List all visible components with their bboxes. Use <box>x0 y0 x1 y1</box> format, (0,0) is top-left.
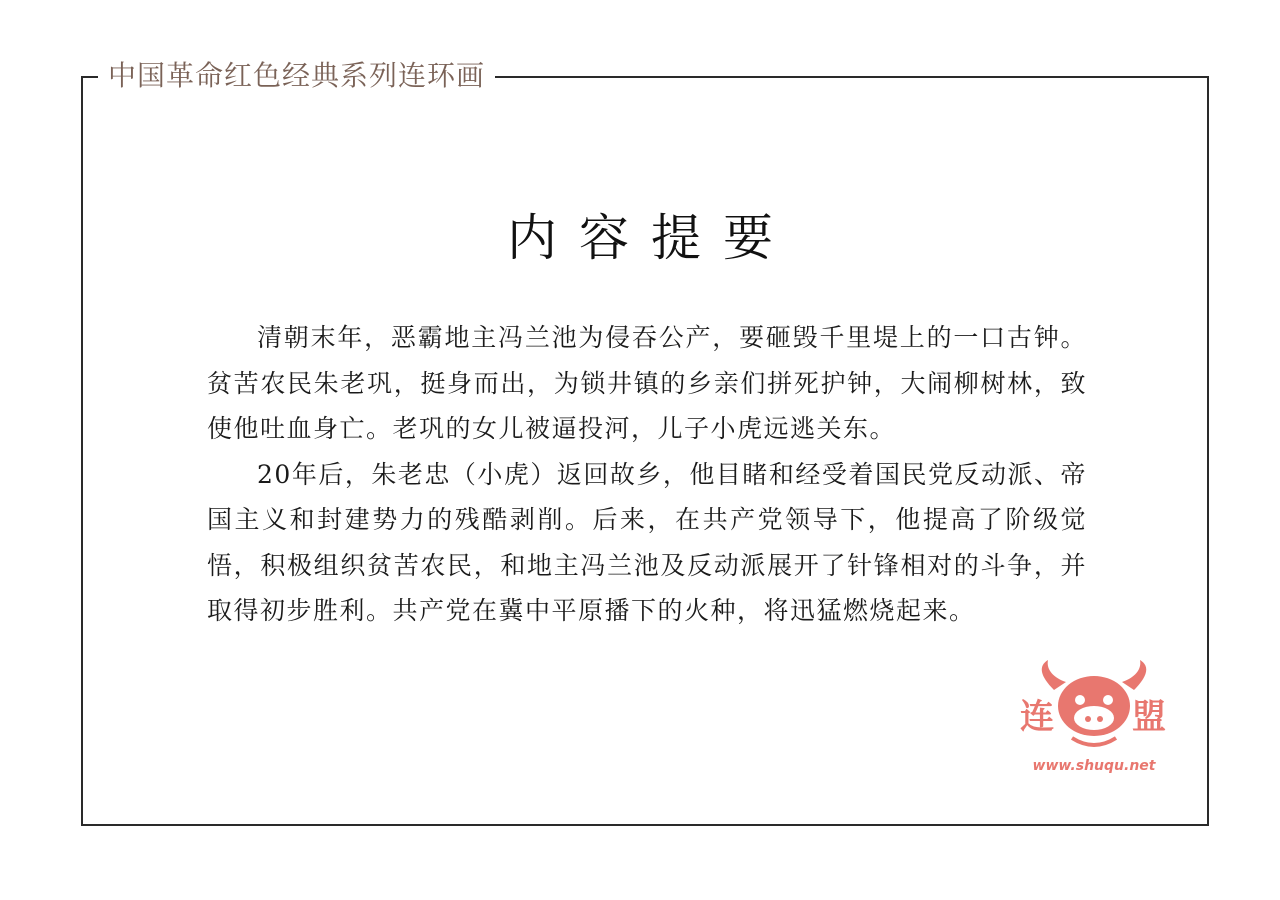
series-title: 中国革命红色经典系列连环画 <box>98 56 495 96</box>
watermark-char-left: 连 <box>1020 697 1054 737</box>
ox-horn-right-icon <box>1122 660 1146 690</box>
watermark-stamp <box>1014 656 1174 776</box>
ox-horn-left-icon <box>1042 660 1066 690</box>
summary-body <box>207 315 1087 634</box>
watermark-url: www.shuqu.net <box>1032 758 1156 774</box>
summary-paragraph-2: 20年后，朱老忠（小虎）返回故乡，他目睹和经受着国民党反动派、帝国主义和封建势力的残酷剥削。后来，在共产党领导下，他提高了阶级觉悟，积极组织贫苦农民，和地主冯兰池及反动派展开了针锋相对的斗争，并取得初步胜利。共产党在冀中平原播下的火种，将迅猛燃烧起来。 <box>207 459 1087 625</box>
page-title: 内容提要 <box>507 209 795 267</box>
summary-paragraph-1: 清朝末年，恶霸地主冯兰池为侵吞公产，要砸毁千里堤上的一口古钟。贫苦农民朱老巩，挺身而出，为锁井镇的乡亲们拼死护钟，大闹柳树林，致使他吐血身亡。老巩的女儿被逼投河，儿子小虎远逃关东。 <box>207 323 1087 443</box>
watermark-char-right: 盟 <box>1132 697 1166 737</box>
